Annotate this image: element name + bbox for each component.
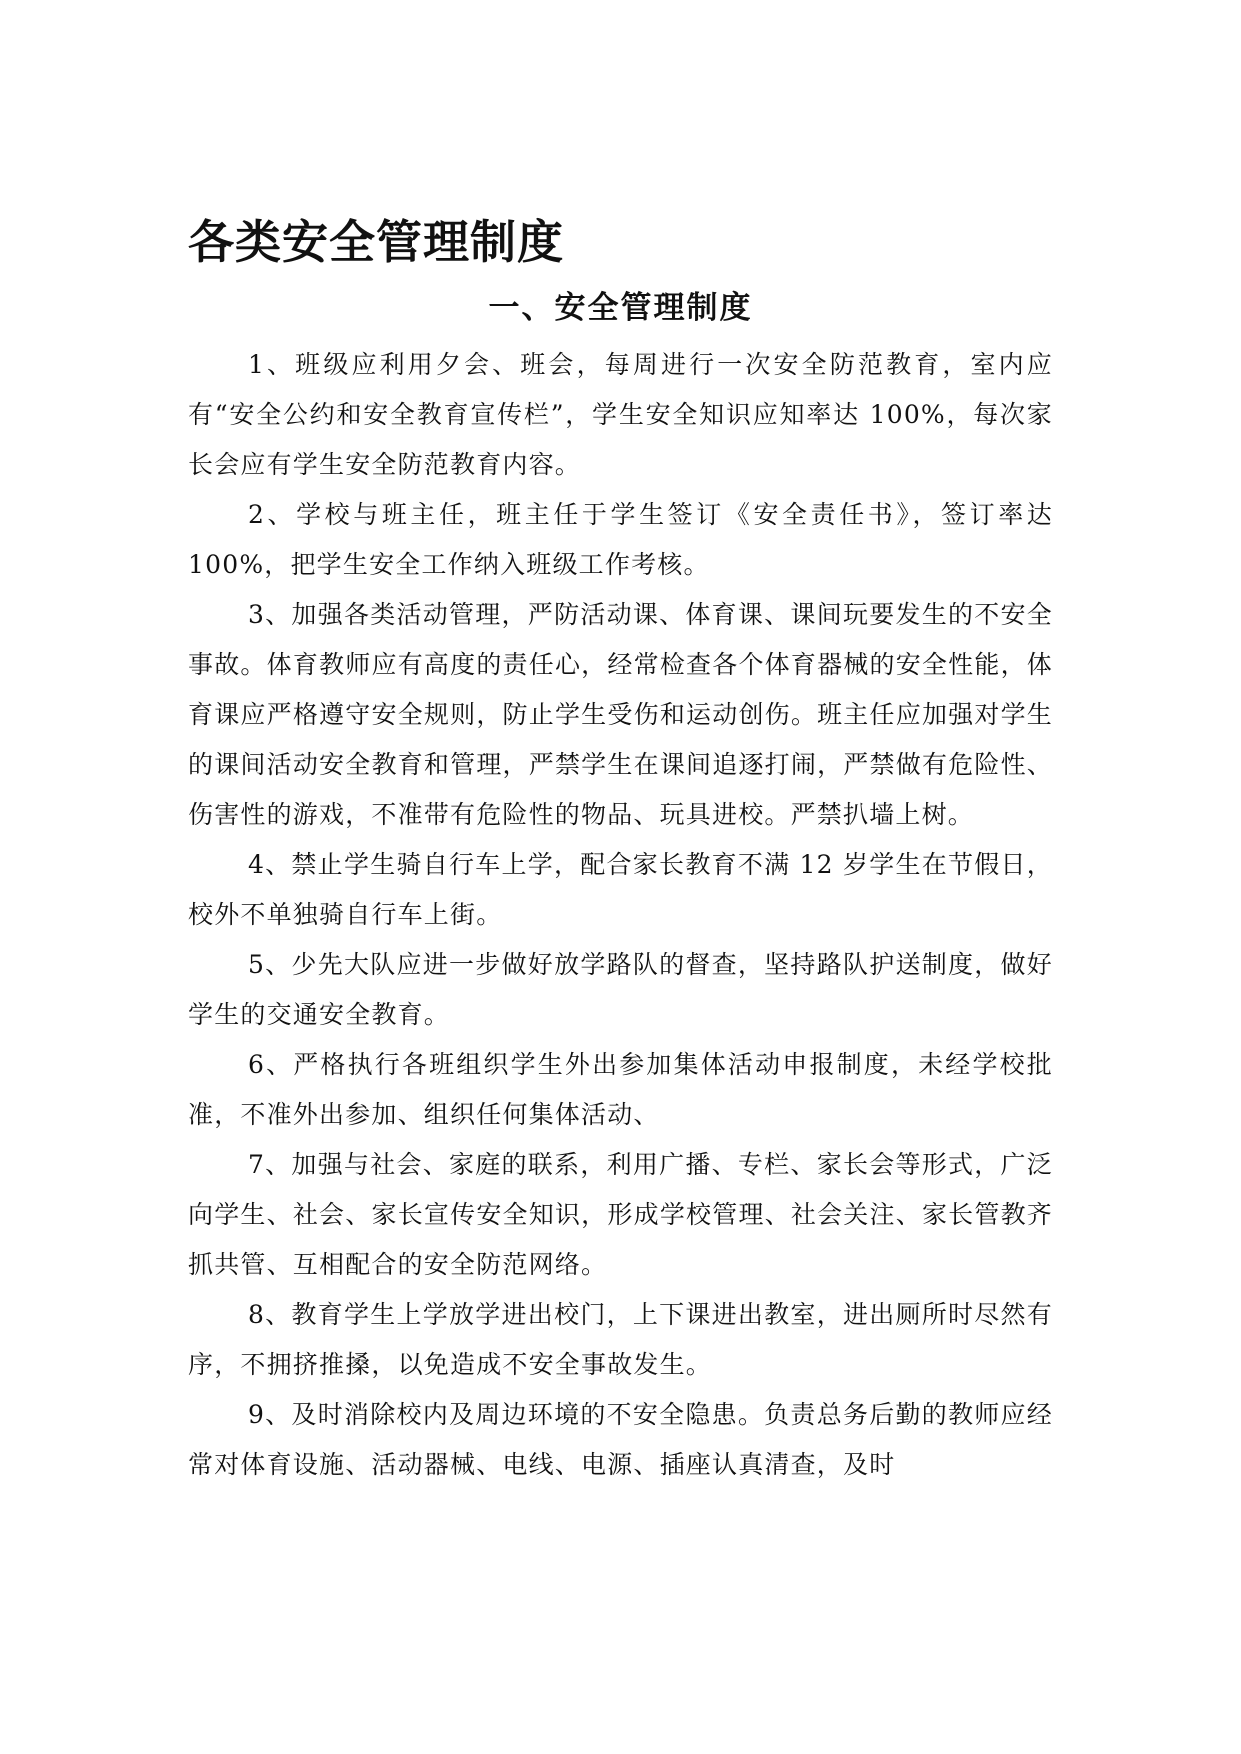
- paragraph-6: 6、严格执行各班组织学生外出参加集体活动申报制度，未经学校批准，不准外出参加、组织任何集体活动、: [188, 1050, 1053, 1129]
- paragraph-4: 4、禁止学生骑自行车上学，配合家长教育不满 12 岁学生在节假日，校外不单独骑自行车上街。: [188, 850, 1053, 929]
- paragraph-7: 7、加强与社会、家庭的联系，利用广播、专栏、家长会等形式，广泛向学生、社会、家长宣传安全知识，形成学校管理、社会关注、家长管教齐抓共管、互相配合的安全防范网络。: [188, 1150, 1053, 1279]
- document-title: 各类安全管理制度: [188, 215, 564, 269]
- document-body: [188, 340, 1053, 1490]
- paragraph-8: 8、教育学生上学放学进出校门，上下课进出教室，进出厕所时尽然有序，不拥挤推搡，以免造成不安全事故发生。: [188, 1300, 1053, 1379]
- paragraph-9: 9、及时消除校内及周边环境的不安全隐患。负责总务后勤的教师应经常对体育设施、活动器械、电线、电源、插座认真清查，及时: [188, 1400, 1053, 1479]
- section-title: 一、安全管理制度: [488, 290, 753, 326]
- paragraph-2: 2、学校与班主任，班主任于学生签订《安全责任书》，签订率达 100%，把学生安全工作纳入班级工作考核。: [188, 500, 1053, 579]
- paragraph-3: 3、加强各类活动管理，严防活动课、体育课、课间玩要发生的不安全事故。体育教师应有高度的责任心，经常检查各个体育器械的安全性能，体育课应严格遵守安全规则，防止学生受伤和运动创伤。班主任应加强对学生的课间活动安全教育和管理，严禁学生在课间追逐打闹，严禁做有危险性、伤害性的游戏，不准带有危险性的物品、玩具进校。严禁扒墙上树。: [188, 600, 1053, 829]
- paragraph-5: 5、少先大队应进一步做好放学路队的督查，坚持路队护送制度，做好学生的交通安全教育。: [188, 950, 1053, 1029]
- paragraph-1: 1、班级应利用夕会、班会，每周进行一次安全防范教育，室内应有“安全公约和安全教育宣传栏”，学生安全知识应知率达 100%，每次家长会应有学生安全防范教育内容。: [188, 350, 1053, 479]
